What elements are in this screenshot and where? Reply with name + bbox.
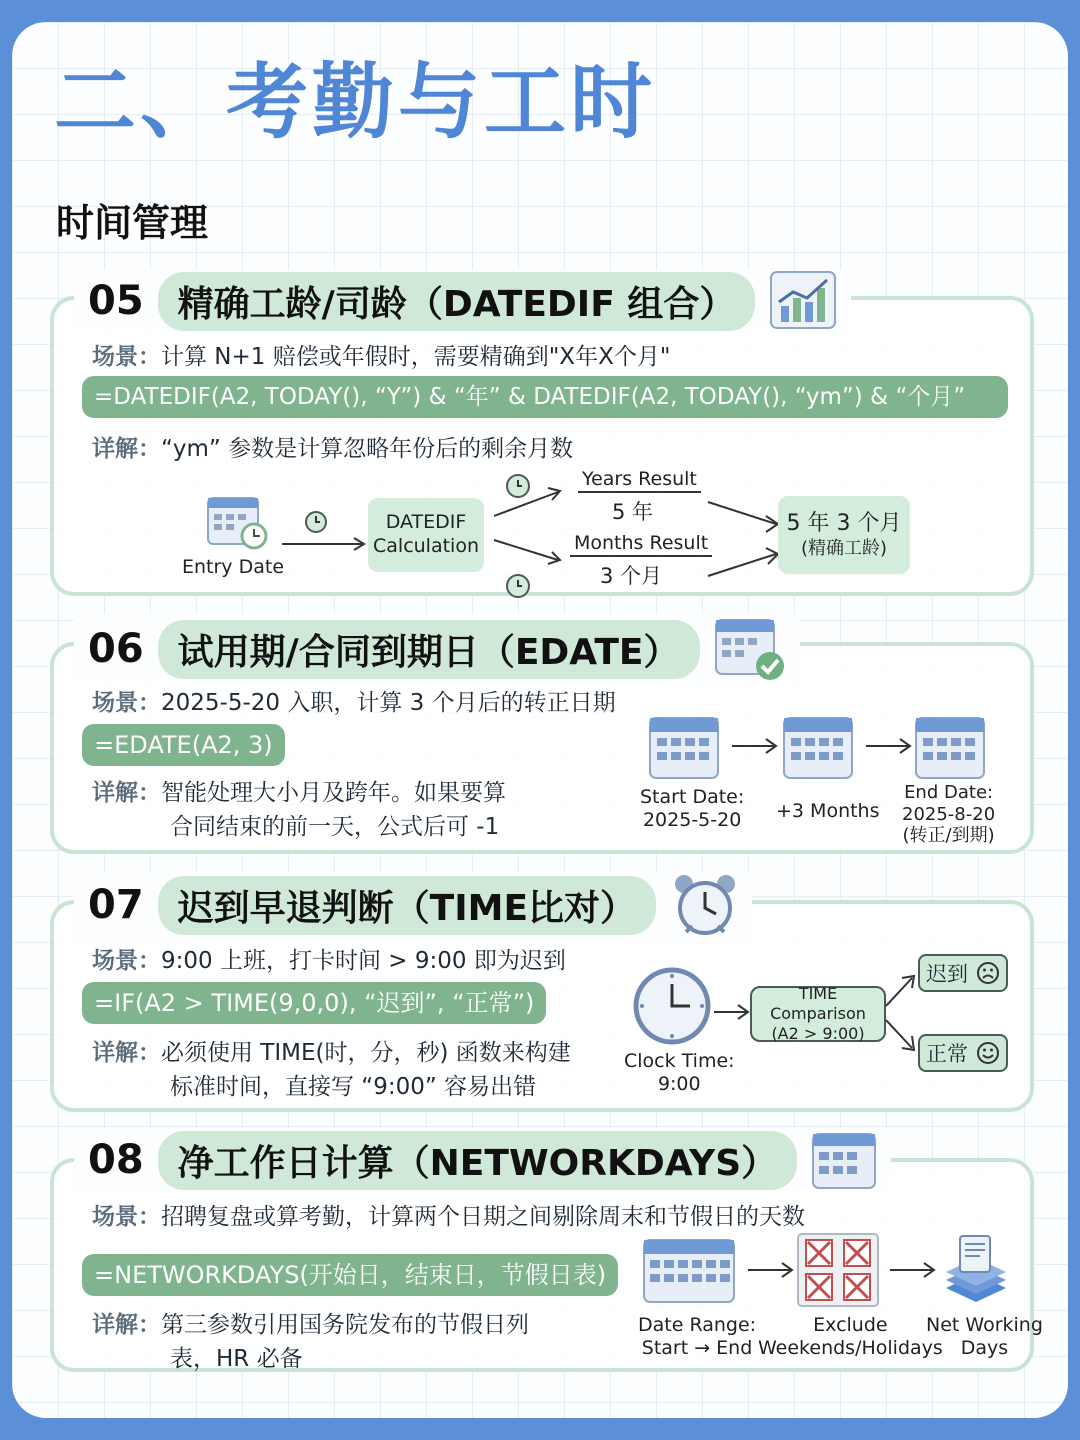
infographic-sheet bbox=[12, 22, 1068, 1418]
calendar-icon bbox=[648, 712, 722, 782]
scene-label: 场景： bbox=[92, 1204, 161, 1230]
detail-text: 第三参数引用国务院发布的节假日列 bbox=[161, 1312, 529, 1338]
cmp-line2: (A2 > 9:00) bbox=[771, 1024, 865, 1043]
calc-line2: Calculation bbox=[373, 535, 479, 557]
section-06-detail-2: 合同结束的前一天，公式后可 -1 bbox=[170, 814, 500, 840]
end-line3: (转正/到期) bbox=[902, 825, 995, 847]
calendar-clock-icon bbox=[206, 492, 270, 552]
merge-arrows bbox=[706, 492, 786, 582]
section-06-detail-1 bbox=[92, 774, 506, 807]
smile-face-icon bbox=[976, 1041, 1000, 1065]
section-07-detail-2: 标准时间，直接写 “9:00” 容易出错 bbox=[170, 1074, 537, 1100]
section-title: 试用期/合同到期日（EDATE） bbox=[158, 620, 700, 679]
calendar-icon bbox=[811, 1128, 879, 1192]
scene-text: 计算 N+1 赔偿或年假时，需要精确到"X年X个月" bbox=[161, 344, 671, 370]
time-comparison-node bbox=[750, 986, 886, 1042]
calc-line1: DATEDIF bbox=[385, 511, 467, 534]
section-07-scene bbox=[92, 942, 566, 975]
branch-arrows bbox=[884, 970, 920, 1060]
start-line2: 2025-5-20 bbox=[642, 808, 742, 831]
date-range-label bbox=[638, 1314, 756, 1360]
net-line1: Net Working bbox=[926, 1314, 1043, 1336]
arrow-right bbox=[888, 1260, 938, 1280]
detail-label: 详解： bbox=[92, 1040, 161, 1066]
clock-time-label bbox=[624, 1050, 735, 1096]
section-title: 精确工龄/司龄（DATEDIF 组合） bbox=[158, 272, 756, 331]
months-result-value: 3 个月 bbox=[600, 564, 663, 588]
scene-label: 场景： bbox=[92, 948, 161, 974]
clock-line2: 9:00 bbox=[657, 1072, 701, 1095]
end-line1: End Date: bbox=[904, 782, 994, 803]
cmp-line1: TIME Comparison bbox=[770, 984, 866, 1023]
section-title: 净工作日计算（NETWORKDAYS） bbox=[158, 1131, 798, 1190]
section-08-header bbox=[74, 1128, 891, 1192]
net-line2: Days bbox=[960, 1336, 1009, 1359]
sad-face-icon bbox=[976, 961, 1000, 985]
normal-badge bbox=[918, 1034, 1008, 1072]
detail-text: “ym” 参数是计算忽略年份后的剩余月数 bbox=[161, 436, 574, 462]
section-08-detail-1 bbox=[92, 1306, 529, 1339]
detail-label: 详解： bbox=[92, 780, 161, 806]
calendar-icon bbox=[782, 712, 856, 782]
late-label: 迟到 bbox=[926, 962, 968, 986]
date-range-calendar-icon bbox=[642, 1234, 738, 1308]
result-line2: (精确工龄) bbox=[800, 537, 888, 559]
result-line1: 5 年 3 个月 bbox=[786, 511, 902, 536]
section-08-detail-2: 表，HR 必备 bbox=[170, 1346, 303, 1372]
normal-label: 正常 bbox=[926, 1042, 968, 1066]
end-line2: 2025-8-20 bbox=[902, 803, 996, 825]
years-result-label: Years Result bbox=[578, 468, 701, 493]
arrow-right bbox=[712, 1002, 752, 1022]
start-line1: Start Date: bbox=[640, 786, 745, 808]
detail-text: 智能处理大小月及跨年。如果要算 bbox=[161, 780, 506, 806]
scene-label: 场景： bbox=[92, 344, 161, 370]
detail-label: 详解： bbox=[92, 1312, 161, 1338]
start-date-label bbox=[640, 786, 744, 832]
years-result-value: 5 年 bbox=[612, 500, 654, 524]
calendar-check-icon bbox=[714, 614, 788, 684]
scene-text: 9:00 上班，打卡时间 > 9:00 即为迟到 bbox=[161, 948, 566, 974]
detail-text: 必须使用 TIME(时，分，秒) 函数来构建 bbox=[161, 1040, 571, 1066]
clock-line1: Clock Time: bbox=[624, 1050, 735, 1072]
section-number: 08 bbox=[88, 1137, 144, 1183]
section-05-formula: =DATEDIF(A2, TODAY(), “Y”) & “年” & DATEDIF(A2, TODAY(), “ym”) & “个月” bbox=[82, 376, 1008, 418]
detail-label: 详解： bbox=[92, 436, 161, 462]
clock-arrow bbox=[282, 510, 372, 550]
section-06-header bbox=[74, 614, 800, 684]
section-05-detail bbox=[92, 430, 573, 463]
document-stack-icon bbox=[940, 1232, 1012, 1312]
section-08-scene bbox=[92, 1198, 805, 1231]
net-working-days-label bbox=[926, 1314, 1043, 1360]
clock-icon bbox=[632, 966, 712, 1046]
section-05-header bbox=[74, 270, 851, 332]
scene-text: 招聘复盘或算考勤，计算两个日期之间剔除周末和节假日的天数 bbox=[161, 1204, 805, 1230]
arrow-right bbox=[746, 1260, 796, 1280]
scene-text: 2025-5-20 入职，计算 3 个月后的转正日期 bbox=[161, 690, 616, 716]
section-07-header bbox=[74, 872, 752, 938]
end-date-label bbox=[902, 782, 995, 847]
section-06-scene bbox=[92, 684, 616, 717]
plus-months-label: +3 Months bbox=[776, 800, 880, 822]
section-07-formula: =IF(A2 > TIME(9,0,0), “迟到”, “正常”) bbox=[82, 982, 546, 1024]
calendar-icon bbox=[914, 712, 988, 782]
datedif-result-node bbox=[778, 496, 910, 574]
excluded-days-icon bbox=[796, 1232, 880, 1308]
entry-date-label: Entry Date bbox=[182, 556, 285, 578]
section-05-scene bbox=[92, 338, 670, 371]
arrow-right bbox=[864, 736, 914, 756]
section-number: 06 bbox=[88, 626, 144, 672]
section-number: 05 bbox=[88, 278, 144, 324]
page-subtitle: 时间管理 bbox=[56, 201, 209, 245]
section-06-formula: =EDATE(A2, 3) bbox=[82, 724, 285, 766]
exclude-line1: Exclude bbox=[813, 1314, 888, 1336]
section-title: 迟到早退判断（TIME比对） bbox=[158, 876, 656, 935]
scene-label: 场景： bbox=[92, 690, 161, 716]
section-number: 07 bbox=[88, 882, 144, 928]
range-line1: Date Range: bbox=[638, 1314, 757, 1336]
exclude-line2: Weekends/Holidays bbox=[758, 1336, 943, 1359]
range-line2: Start → End bbox=[641, 1336, 753, 1359]
late-badge bbox=[918, 954, 1008, 992]
datedif-calc-node bbox=[368, 498, 484, 572]
bar-chart-icon bbox=[769, 270, 839, 332]
exclude-label bbox=[758, 1314, 943, 1360]
alarm-clock-icon bbox=[670, 872, 740, 938]
arrow-right bbox=[730, 736, 780, 756]
section-07-detail-1 bbox=[92, 1034, 571, 1067]
section-08-formula: =NETWORKDAYS(开始日，结束日，节假日表) bbox=[82, 1254, 618, 1296]
page-title: 二、考勤与工时 bbox=[54, 55, 657, 150]
months-result-label: Months Result bbox=[570, 532, 712, 557]
